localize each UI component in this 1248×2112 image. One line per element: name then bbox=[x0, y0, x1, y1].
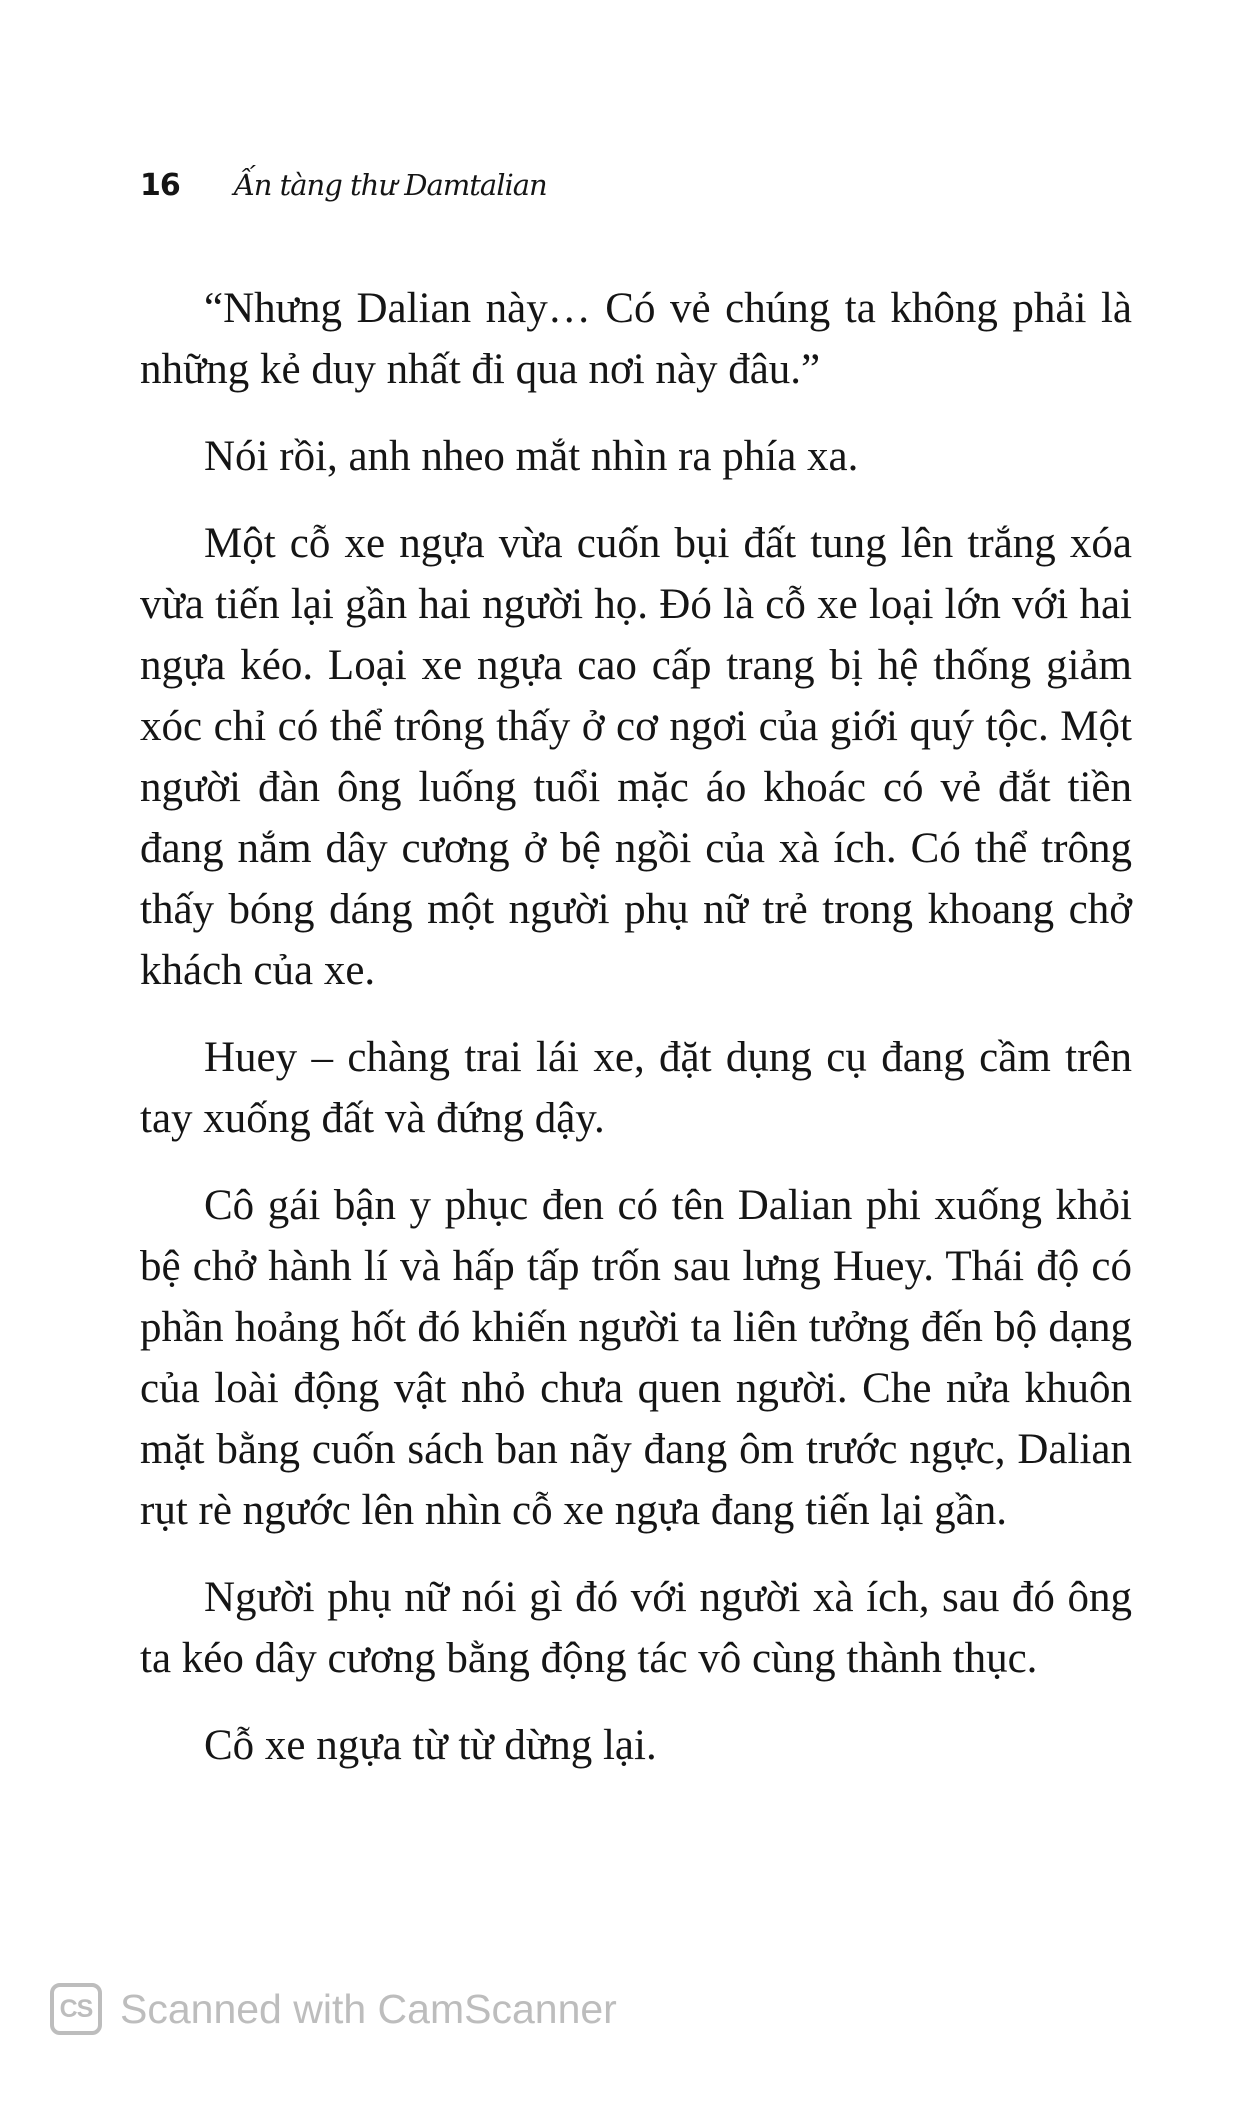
camscanner-logo-text: CS bbox=[59, 1994, 93, 2023]
camscanner-watermark bbox=[50, 1978, 617, 2040]
paragraph: Người phụ nữ nói gì đó với người xà ích, sau đó ông ta kéo dây cương bằng động tác vô cùng thành thục. bbox=[140, 1574, 1132, 1682]
paragraph: “Nhưng Dalian này… Có vẻ chúng ta không phải là những kẻ duy nhất đi qua nơi này đâu.” bbox=[140, 285, 1132, 393]
paragraph: Huey – chàng trai lái xe, đặt dụng cụ đang cầm trên tay xuống đất và đứng dậy. bbox=[140, 1034, 1132, 1142]
watermark-text: Scanned with CamScanner bbox=[120, 1985, 617, 2032]
body-text bbox=[140, 278, 1132, 1776]
camscanner-logo-icon bbox=[50, 1983, 102, 2035]
page-number: 16 bbox=[140, 167, 180, 203]
paragraph: Cỗ xe ngựa từ từ dừng lại. bbox=[204, 1722, 657, 1769]
paragraph: Nói rồi, anh nheo mắt nhìn ra phía xa. bbox=[204, 433, 859, 480]
running-title: Ấn tàng thư Damtalian bbox=[233, 168, 547, 202]
paragraph: Một cỗ xe ngựa vừa cuốn bụi đất tung lên trắng xóa vừa tiến lại gần hai người họ. Đó là cỗ xe loại lớn với hai ngựa kéo. Loại xe ngựa cao cấp trang bị hệ thống giảm xóc chỉ có thể trông thấy ở cơ ngơi của giới quý tộc. Một người đàn ông luống tuổi mặc áo khoác có vẻ đắt tiền đang nắm dây cương ở bệ ngồi của xà ích. Có thể trông thấy bóng dáng một người phụ nữ trẻ trong khoang chở khách của xe. bbox=[140, 520, 1132, 994]
paragraph: Cô gái bận y phục đen có tên Dalian phi xuống khỏi bệ chở hành lí và hấp tấp trốn sau lưng Huey. Thái độ có phần hoảng hốt đó khiến người ta liên tưởng đến bộ dạng của loài động vật nhỏ chưa quen người. Che nửa khuôn mặt bằng cuốn sách ban nãy đang ôm trước ngực, Dalian rụt rè ngước lên nhìn cỗ xe ngựa đang tiến lại gần. bbox=[140, 1182, 1132, 1534]
page-header bbox=[140, 160, 547, 210]
